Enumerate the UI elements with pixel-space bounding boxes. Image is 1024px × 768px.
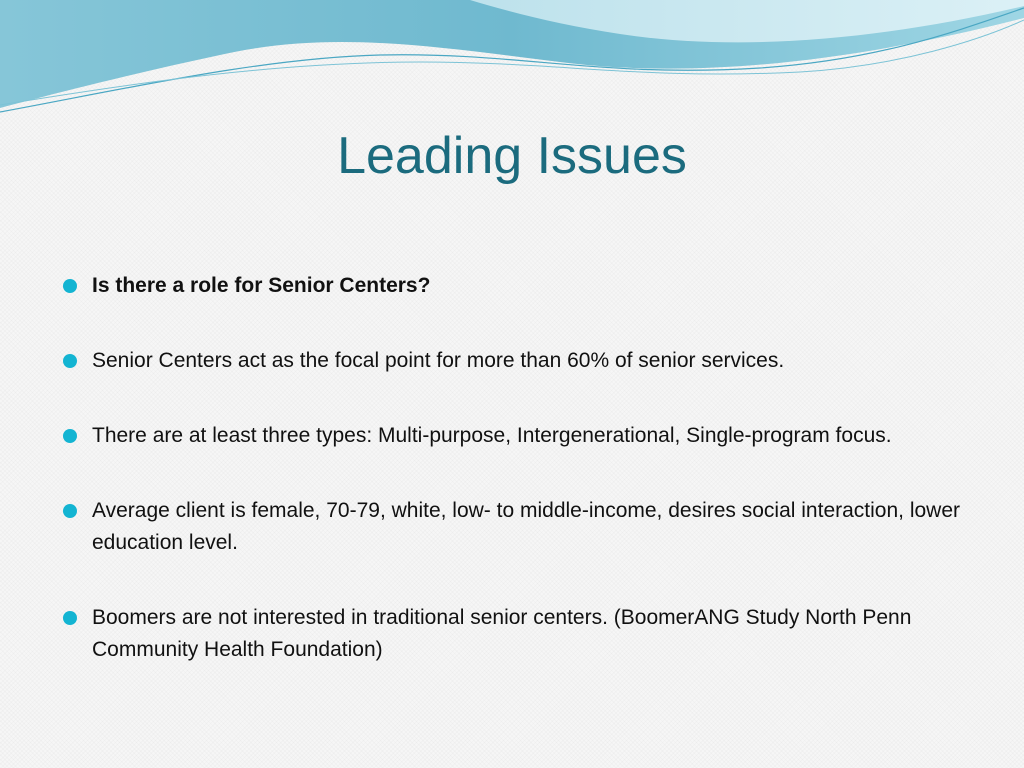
bullet-dot-icon (63, 429, 77, 443)
bullet-dot-icon (63, 611, 77, 625)
bullet-dot-icon (63, 354, 77, 368)
bullet-text: Is there a role for Senior Centers? (92, 274, 431, 297)
bullet-text: Average client is female, 70-79, white, low- to middle-income, desires social interaction, lower education level. (92, 499, 961, 554)
bullet-item (60, 602, 960, 666)
bullet-list (60, 270, 960, 709)
bullet-text: Boomers are not interested in traditional senior centers. (BoomerANG Study North Penn Community Health Foundation) (92, 606, 912, 661)
bullet-item (60, 345, 960, 377)
bullet-item (60, 495, 960, 559)
bullet-text: There are at least three types: Multi-purpose, Intergenerational, Single-program focus. (92, 424, 892, 447)
bullet-dot-icon (63, 279, 77, 293)
slide-title: Leading Issues (337, 127, 687, 185)
header-wave-decoration (0, 0, 1024, 130)
bullet-text: Senior Centers act as the focal point for more than 60% of senior services. (92, 349, 785, 372)
bullet-item (60, 420, 960, 452)
bullet-dot-icon (63, 504, 77, 518)
bullet-item (60, 270, 960, 302)
